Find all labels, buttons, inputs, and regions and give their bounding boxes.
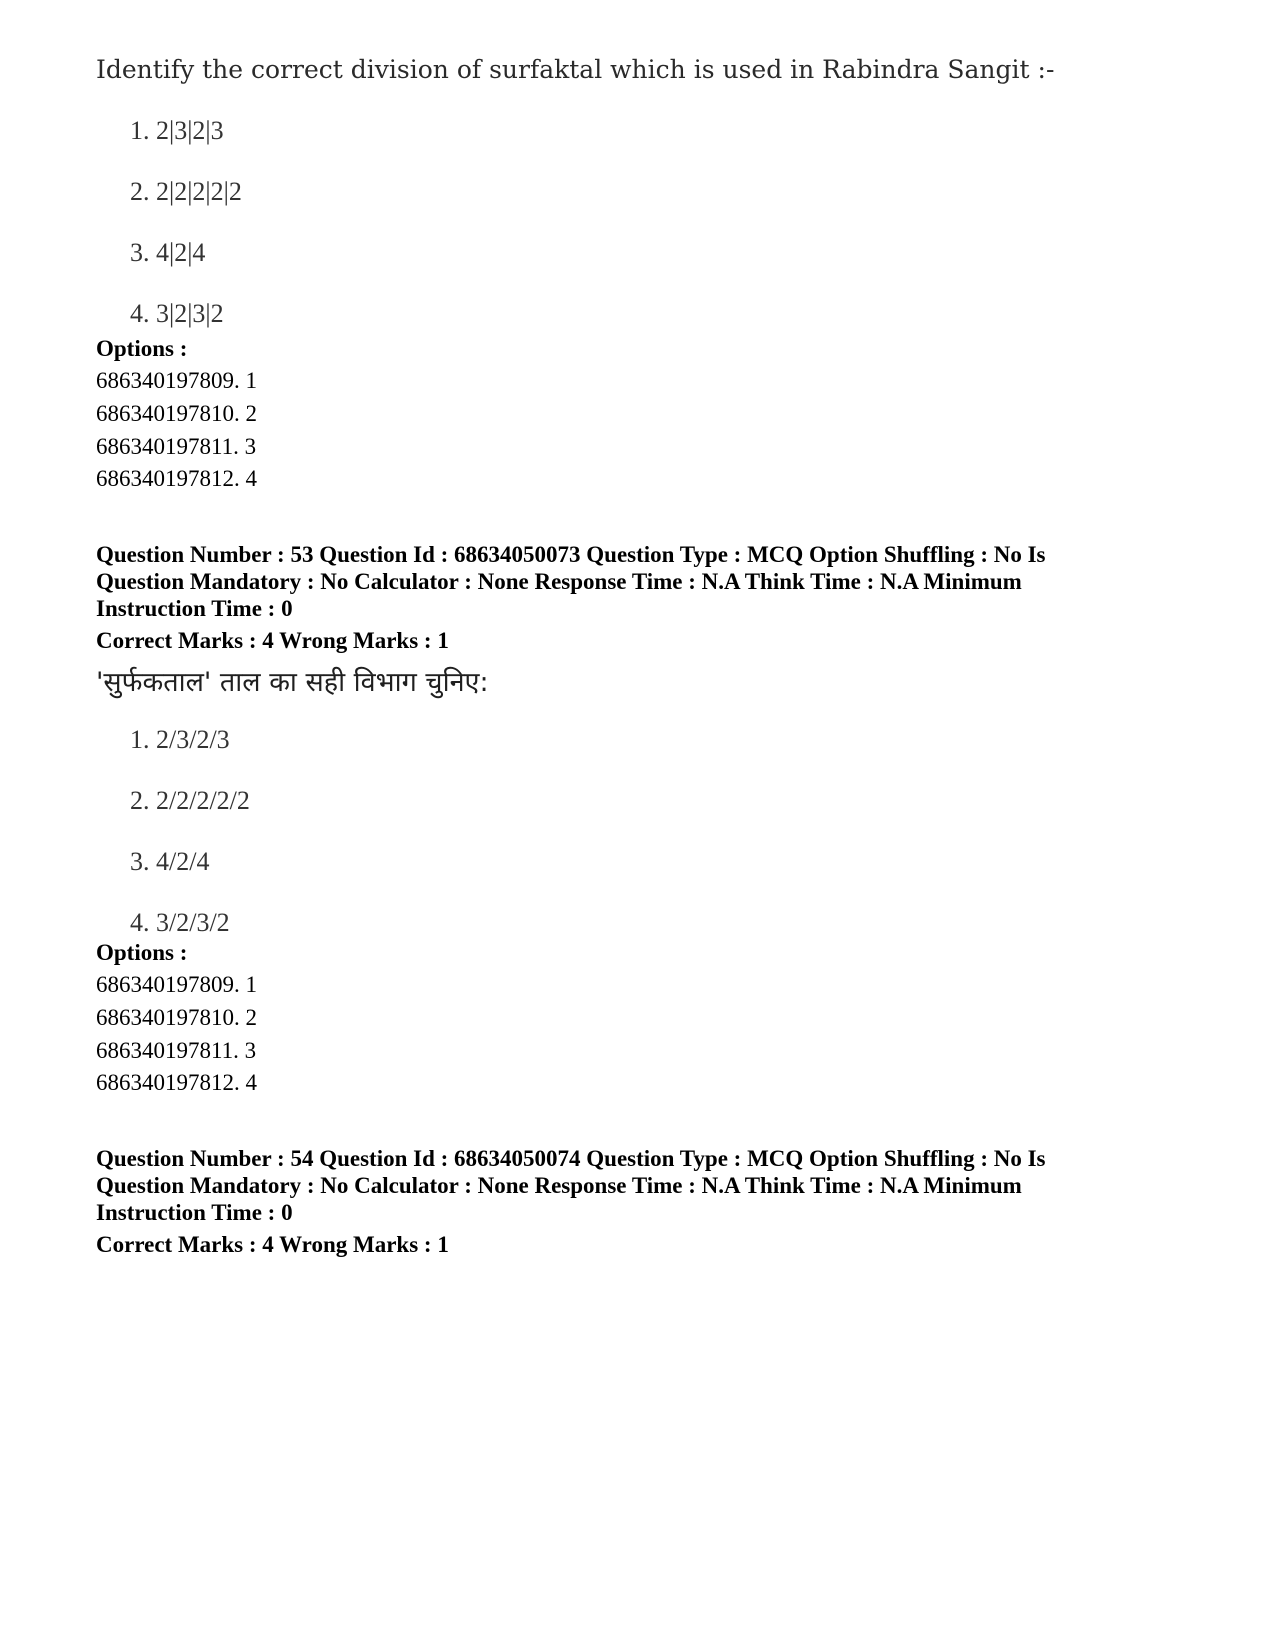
q52-option-4: 686340197812. 4 <box>96 466 257 491</box>
q53-choice-1: 1. 2/3/2/3 <box>130 725 230 754</box>
q52-choice-4: 4. 3|2|3|2 <box>130 299 224 328</box>
q54-marks: Correct Marks : 4 Wrong Marks : 1 <box>96 1232 449 1257</box>
q53-options-heading: Options : <box>96 940 188 965</box>
q53-meta-line-2: Question Mandatory : No Calculator : None Response Time : N.A Think Time : N.A Minimum <box>96 569 1022 594</box>
q54-meta-line-3: Instruction Time : 0 <box>96 1200 293 1225</box>
question-52-text: Identify the correct division of surfaktal which is used in Rabindra Sangit :- <box>96 55 1055 84</box>
q53-option-2: 686340197810. 2 <box>96 1005 257 1030</box>
q52-options-heading: Options : <box>96 336 188 361</box>
q53-choice-3: 3. 4/2/4 <box>130 847 210 876</box>
q53-option-3: 686340197811. 3 <box>96 1038 257 1063</box>
q52-option-2: 686340197810. 2 <box>96 401 257 426</box>
q52-choice-2: 2. 2|2|2|2|2 <box>130 177 242 206</box>
question-53-text: 'सुर्फकताल' ताल का सही विभाग चुनिए: <box>96 667 489 698</box>
q53-meta-line-1: Question Number : 53 Question Id : 68634050073 Question Type : MCQ Option Shuffling : No Is <box>96 542 1046 567</box>
q54-meta-line-1: Question Number : 54 Question Id : 68634050074 Question Type : MCQ Option Shuffling : No Is <box>96 1146 1046 1171</box>
q53-choice-4: 4. 3/2/3/2 <box>130 908 230 937</box>
q53-choice-2: 2. 2/2/2/2/2 <box>130 786 250 815</box>
q53-option-4: 686340197812. 4 <box>96 1070 257 1095</box>
q52-choice-3: 3. 4|2|4 <box>130 238 206 267</box>
q53-marks: Correct Marks : 4 Wrong Marks : 1 <box>96 628 449 653</box>
q52-option-1: 686340197809. 1 <box>96 368 257 393</box>
q52-option-3: 686340197811. 3 <box>96 434 257 459</box>
q53-option-1: 686340197809. 1 <box>96 972 257 997</box>
q54-meta-line-2: Question Mandatory : No Calculator : None Response Time : N.A Think Time : N.A Minimum <box>96 1173 1022 1198</box>
q52-choice-1: 1. 2|3|2|3 <box>130 116 224 145</box>
q53-meta-line-3: Instruction Time : 0 <box>96 596 293 621</box>
